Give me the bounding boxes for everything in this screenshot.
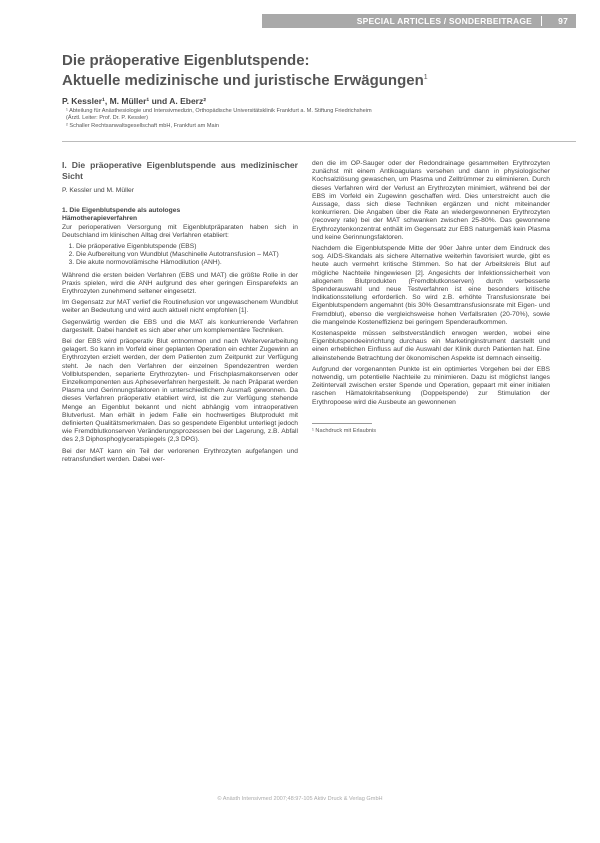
subsection-heading-line-1: 1. Die Eigenblutspende als autologes xyxy=(62,207,181,215)
title-marker: 1 xyxy=(423,74,428,81)
body-paragraph: den die im OP-Sauger oder der Redondrainage gesammelten Erythrozyten zunächst mit einem Antikoagulans versehen und dann in physiologischer Kochsalzlösung gewaschen, um Plasma und Zelltrümmer zu eliminieren. Durch dieses Verfahren wird der Verlust an Erythrozyten minimiert, während bei der EBS im Vorfeld ein Zugewinn geschaffen wird. Dies unterstreicht auch die Aussage, dass sich diese Techniken ergänzen und nicht miteinander konkurrieren. Die Angaben über die Rate an wiedergewonnenen Erythrozyten (recovery rate) bei der MAT schwanken zwischen 25-80%. Das gewonnene Erythrozytenkonzentrat enthält im Gegensatz zur EBS naturgemäß kein Plasma und keine Gerinnungsfaktoren. xyxy=(312,160,550,241)
author-list: P. Kessler¹, M. Müller¹ und A. Eberz² xyxy=(62,96,207,106)
page-footer: © Anästh Intensivmed 2007;48:97-105 Aktiv Druck & Verlag GmbH xyxy=(217,796,383,802)
footnote: ¹ Nachdruck mit Erlaubnis xyxy=(312,427,377,434)
title-line-2-text: Aktuelle medizinische und juristische Erwägungen xyxy=(62,72,424,89)
body-paragraph: Gegenwärtig werden die EBS und die MAT als konkurrierende Verfahren dargestellt. Dabei handelt es sich aber eher um komplementäre Techniken. xyxy=(62,318,298,334)
body-paragraph: Bei der MAT kann ein Teil der verlorenen Erythrozyten aufgefangen und retransfundiert werden. Dabei wer- xyxy=(62,447,298,463)
list-item: 2. Die Aufbereitung von Wundblut (Maschinelle Autotransfusion – MAT) xyxy=(76,251,298,259)
body-paragraph: Im Gegensatz zur MAT verlief die Routinefusion vor ungewaschenem Wundblut weiter an Bedeutung und wird auch aktuell nicht empfohlen [1]. xyxy=(62,299,298,315)
page-number: 97 xyxy=(558,16,568,26)
affiliation-line: (Ärztl. Leiter: Prof. Dr. P. Kessler) xyxy=(66,115,148,122)
header-divider xyxy=(541,16,542,26)
footnote-rule xyxy=(312,423,372,424)
article-title xyxy=(62,52,522,89)
list-item: 1. Die präoperative Eigenblutspende (EBS) xyxy=(76,243,298,251)
list-item: 3. Die akute normovolämische Hämodilution (ANH). xyxy=(76,259,298,267)
title-divider xyxy=(62,141,576,142)
affiliation-line: ¹ Abteilung für Anästhesiologie und Intensivmedizin, Orthopädische Universitätsklinik Frankfurt a. M. Stiftung Friedrichsheim xyxy=(66,108,372,114)
affiliations xyxy=(66,108,576,130)
body-paragraph: Während die ersten beiden Verfahren (EBS und MAT) die größte Rolle in der Praxis spielen, wird die ANH aufgrund des eher geringen Einsparefekts an Erythrozyten zunehmend seltener eingesetzt. xyxy=(62,271,298,296)
intro-paragraph: Zur perioperativen Versorgung mit Eigenblutpräparaten haben sich in Deutschland im klinischen Alltag drei Verfahren etabliert: xyxy=(62,223,298,239)
left-column xyxy=(62,160,298,467)
subsection-heading xyxy=(62,207,298,223)
right-column xyxy=(312,160,550,435)
section-byline: P. Kessler und M. Müller xyxy=(62,187,134,194)
subsection-heading-line-2: Hämotherapieverfahren xyxy=(62,215,138,223)
procedure-list xyxy=(62,243,298,268)
body-paragraph: Aufgrund der vorgenannten Punkte ist ein optimiertes Vorgehen bei der EBS notwendig, um potentielle Nachteile zu minimieren. Dazu ist möglichst langes Zeitintervall zwischen erster Spende und Operation, gepaart mit einer initialen raschen Hämatokritabsenkung (Doppelspende) zur Stimulation der Erythropoese wird die Ausbeute an gewonnenen xyxy=(312,365,550,406)
body-paragraph: Kostenaspekte müssen selbstverständlich erwogen werden, wobei eine Eigenblutspendeeinrichtung durchaus ein Marketinginstrument darstellt und einen erheblichen Einfluss auf die Auswahl der Klinik durch Patienten hat. Eine alleinstehende Betrachtung der ökonomischen Aspekte ist demnach einseitig. xyxy=(312,330,550,362)
affiliation-line: ² Schaller Rechtsanwaltsgesellschaft mbH, Frankfurt am Main xyxy=(66,122,219,129)
running-header xyxy=(262,14,576,28)
header-section-label: SPECIAL ARTICLES / SONDERBEITRAGE xyxy=(356,16,532,26)
title-line-1: Die präoperative Eigenblutspende: xyxy=(62,52,310,69)
body-paragraph: Nachdem die Eigenblutspende Mitte der 90er Jahre unter dem Eindruck des sog. AIDS-Skandals als sichere Alternative weiterhin favorisiert wurde, gibt es heute auch vermehrt kritische Stimmen. So hat der Arbeitskreis Blut auf mögliche Nachteile hingewiesen [2]. Angesichts der Infektionssicherheit von allogenem Blutprodukten (Fremdblutkonserven) durch verbesserte Spenderauswahl und neue Testverfahren ist eine besonders kritische Indikationsstellung erforderlich. So wird z.B. erhöhte Transfusionsrate bei Eigenblutspendern angemahnt (bis 30% Gesamttransfusionsrate mit Eigen- und Fremdblut), ebenso die vergleichsweise hohen Verfallsraten (20-70%), sowie die mangelnde Kosteneffizienz bei geringem Spenderaufkommen. xyxy=(312,245,550,326)
title-line-2 xyxy=(62,69,522,89)
body-paragraph: Bei der EBS wird präoperativ Blut entnommen und nach Weiterverarbeitung gelagert. So kann im Vorfeld einer geplanten Operation ein echter Zugewinn an Erythrozyten erzielt werden, der dem Patienten zum Zeitpunkt zur Verfügung steht. Je nach den Verfahren der einzelnen Spendezentren werden Vollblutspenden, separierte Erythrozyten- und Frischplasmakonserven oder Einzelkomponenten aus Apheseverfahren hergestellt. Je nach Präparat werden Plasma und Gerinnungsfaktoren in unterschiedlichem Ausmaß gewonnen. Da dieses Verfahren präoperativ etabliert wird, ist die zur Verfügung stehende Menge an Eigenblut bekannt und nicht abhängig vom intraoperativen Blutverlust. Man erhält in jedem Falle ein hochwertiges Blutprodukt mit definierten Qualitätsmerkmalen. Das so gespendete Eigenblut unterliegt jedoch wie Fremdblutkonserven Veränderungsprozessen bei der Lagerung, z.B. Abfall des 2,3 Diphosphoglyceratspiegels (2,3 DPG). xyxy=(62,338,298,444)
section-heading: I. Die präoperative Eigenblutspende aus medizinischer Sicht xyxy=(62,160,298,181)
